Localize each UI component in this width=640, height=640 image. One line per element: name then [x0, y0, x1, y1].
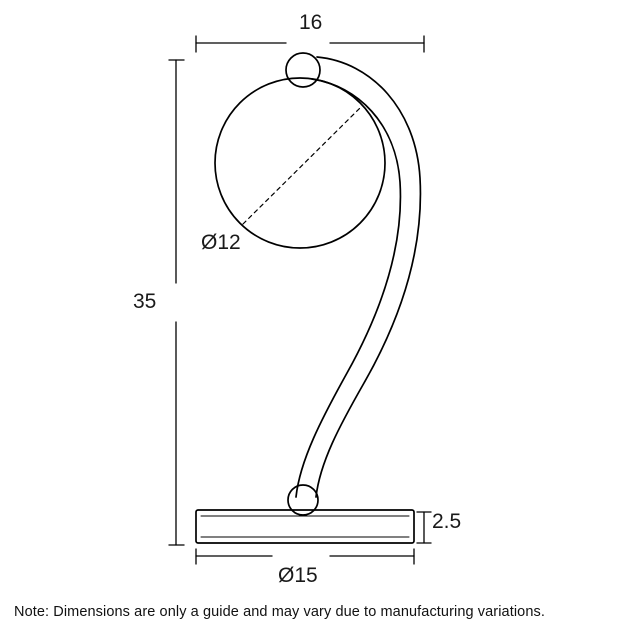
dimension-label-base-diameter: Ø15: [278, 564, 318, 587]
manufacturing-note: Note: Dimensions are only a guide and may vary due to manufacturing variations.: [14, 604, 545, 620]
dimension-label-overall-height: 35: [133, 290, 157, 313]
lamp-arm-outer: [316, 57, 420, 497]
dimension-line-height: [169, 60, 184, 545]
dimension-label-base-thickness: 2.5: [432, 510, 462, 533]
globe-shade: [215, 78, 385, 248]
dimension-label-globe-diameter: Ø12: [201, 231, 241, 254]
lamp-arm-inner: [296, 79, 400, 497]
top-fitting-ball: [286, 53, 320, 87]
dimension-line-base-diameter: [196, 549, 414, 564]
globe-diameter-leader: [243, 108, 360, 224]
dimension-line-width: [196, 36, 424, 52]
dimension-line-base-thickness: [417, 512, 431, 543]
dimension-label-overall-width: 16: [299, 11, 323, 34]
